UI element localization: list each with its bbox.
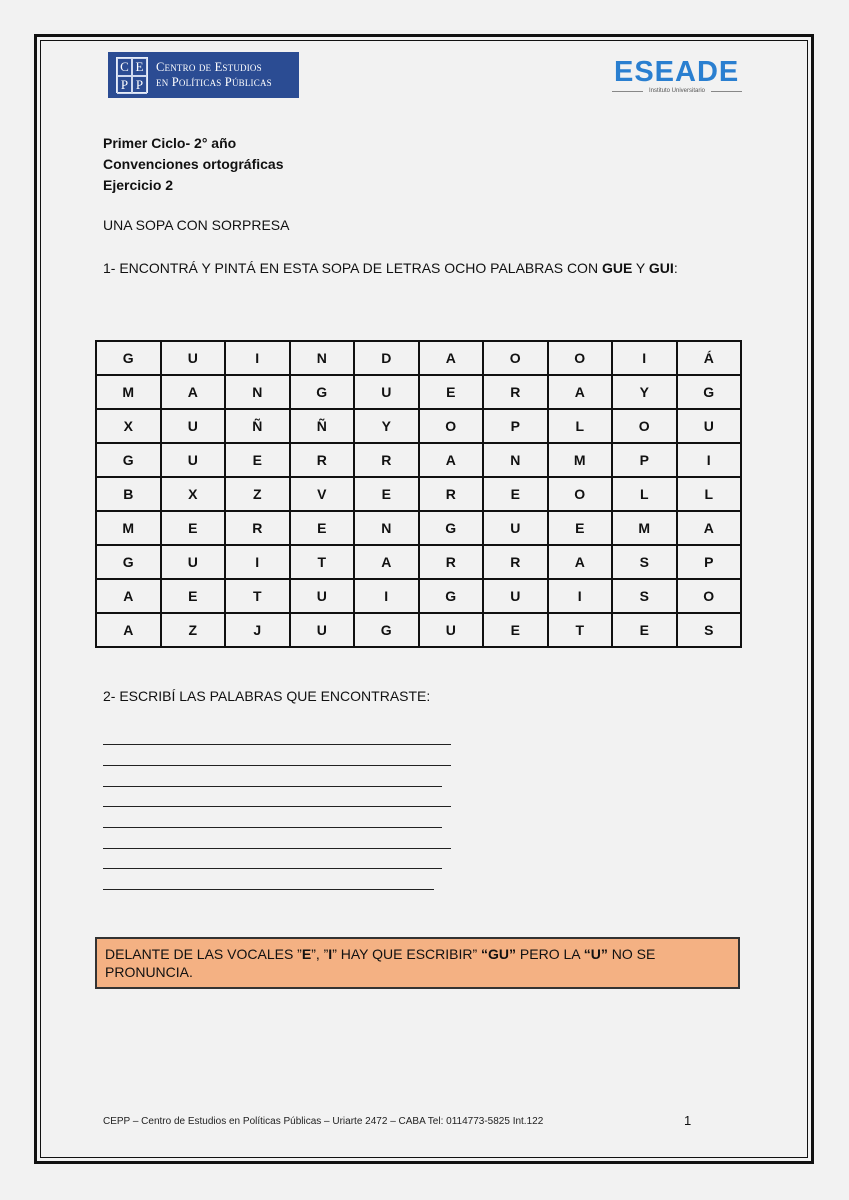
grid-cell[interactable]: G bbox=[354, 613, 419, 647]
rule-bold: I bbox=[328, 946, 333, 962]
grid-cell[interactable]: Y bbox=[354, 409, 419, 443]
eseade-logo-rule bbox=[711, 91, 742, 92]
grid-cell[interactable]: S bbox=[677, 613, 742, 647]
grid-cell[interactable]: Z bbox=[161, 613, 226, 647]
grid-cell[interactable]: P bbox=[612, 443, 677, 477]
cepp-logo-text bbox=[156, 60, 272, 90]
grid-cell[interactable]: O bbox=[419, 409, 484, 443]
grid-cell[interactable]: U bbox=[161, 409, 226, 443]
cepp-logo-line1: Centro de Estudios bbox=[156, 60, 262, 74]
grid-row bbox=[96, 511, 741, 545]
rule-bold: E bbox=[301, 946, 312, 962]
grid-cell[interactable]: E bbox=[354, 477, 419, 511]
grid-cell[interactable]: A bbox=[548, 545, 613, 579]
grid-cell[interactable]: L bbox=[677, 477, 742, 511]
grid-cell[interactable]: E bbox=[483, 613, 548, 647]
grid-cell[interactable]: E bbox=[161, 511, 226, 545]
grid-cell[interactable]: U bbox=[354, 375, 419, 409]
grid-cell[interactable]: G bbox=[96, 443, 161, 477]
grid-cell[interactable]: I bbox=[548, 579, 613, 613]
heading-cycle: Primer Ciclo- 2° año bbox=[103, 135, 237, 151]
grid-cell[interactable]: S bbox=[612, 579, 677, 613]
rule-text: ” HAY QUE ESCRIBIR” bbox=[332, 946, 482, 962]
grid-cell[interactable]: U bbox=[483, 511, 548, 545]
grid-cell[interactable]: D bbox=[354, 341, 419, 375]
eseade-logo-subtitle: Instituto Universitario bbox=[648, 88, 706, 94]
instruction-1-text: Y bbox=[632, 260, 649, 276]
grid-cell[interactable]: E bbox=[483, 477, 548, 511]
grid-cell[interactable]: M bbox=[612, 511, 677, 545]
grid-cell[interactable]: E bbox=[548, 511, 613, 545]
grid-row bbox=[96, 341, 741, 375]
grid-cell[interactable]: A bbox=[419, 443, 484, 477]
rule-text: DELANTE DE LAS VOCALES ” bbox=[105, 946, 302, 962]
grid-row bbox=[96, 545, 741, 579]
grid-cell[interactable]: M bbox=[96, 375, 161, 409]
answer-line[interactable] bbox=[103, 765, 451, 766]
eseade-logo bbox=[612, 56, 742, 100]
grid-cell[interactable]: T bbox=[225, 579, 290, 613]
grid-cell[interactable]: O bbox=[677, 579, 742, 613]
grid-cell[interactable]: G bbox=[677, 375, 742, 409]
grid-row bbox=[96, 443, 741, 477]
rule-bold: “GU” bbox=[481, 946, 517, 962]
grid-cell[interactable]: Y bbox=[612, 375, 677, 409]
grid-cell[interactable]: M bbox=[96, 511, 161, 545]
cepp-logo-letter: E bbox=[132, 58, 147, 76]
grid-cell[interactable]: I bbox=[225, 341, 290, 375]
grid-cell[interactable]: E bbox=[419, 375, 484, 409]
grid-cell[interactable]: J bbox=[225, 613, 290, 647]
cepp-logo-letter: C bbox=[117, 58, 132, 76]
grid-cell[interactable]: I bbox=[677, 443, 742, 477]
grid-cell[interactable]: Ñ bbox=[290, 409, 355, 443]
grid-cell[interactable]: O bbox=[548, 341, 613, 375]
grid-cell[interactable]: X bbox=[96, 409, 161, 443]
grid-cell[interactable]: O bbox=[612, 409, 677, 443]
answer-line[interactable] bbox=[103, 744, 451, 745]
grid-cell[interactable]: R bbox=[483, 375, 548, 409]
grid-cell[interactable]: U bbox=[161, 545, 226, 579]
grid-row bbox=[96, 613, 741, 647]
grid-cell[interactable]: O bbox=[548, 477, 613, 511]
grid-cell[interactable]: R bbox=[483, 545, 548, 579]
grid-cell[interactable]: I bbox=[354, 579, 419, 613]
instruction-1-gue: GUE bbox=[601, 260, 633, 276]
word-search-grid bbox=[95, 340, 742, 648]
spelling-rule-box bbox=[95, 937, 740, 989]
answer-line[interactable] bbox=[103, 786, 442, 787]
grid-row bbox=[96, 579, 741, 613]
instruction-1-text: : bbox=[673, 260, 678, 276]
cepp-logo-line2: en Políticas Públicas bbox=[156, 75, 272, 89]
page-number: 1 bbox=[684, 1113, 692, 1128]
grid-cell[interactable]: S bbox=[612, 545, 677, 579]
answer-line[interactable] bbox=[103, 868, 442, 869]
grid-row bbox=[96, 477, 741, 511]
rule-bold: “U” bbox=[583, 946, 608, 962]
grid-cell[interactable]: V bbox=[290, 477, 355, 511]
grid-cell[interactable]: I bbox=[612, 341, 677, 375]
eseade-logo-name: ESEADE bbox=[614, 56, 740, 88]
grid-cell[interactable]: A bbox=[96, 579, 161, 613]
grid-cell[interactable]: M bbox=[548, 443, 613, 477]
grid-cell[interactable]: E bbox=[161, 579, 226, 613]
rule-text: PERO LA bbox=[516, 946, 584, 962]
grid-cell[interactable]: N bbox=[483, 443, 548, 477]
grid-row bbox=[96, 409, 741, 443]
rule-text: ”, ” bbox=[311, 946, 329, 962]
grid-cell[interactable]: G bbox=[419, 579, 484, 613]
grid-cell[interactable]: Á bbox=[677, 341, 742, 375]
cepp-logo-letter: P bbox=[117, 76, 132, 94]
grid-cell[interactable]: E bbox=[290, 511, 355, 545]
grid-cell[interactable]: A bbox=[677, 511, 742, 545]
instruction-1-gui: GUI bbox=[648, 260, 674, 276]
grid-cell[interactable]: T bbox=[290, 545, 355, 579]
grid-cell[interactable]: U bbox=[161, 443, 226, 477]
grid-row bbox=[96, 375, 741, 409]
grid-cell[interactable]: A bbox=[161, 375, 226, 409]
exercise-heading bbox=[103, 133, 284, 196]
answer-line[interactable] bbox=[103, 848, 451, 849]
grid-cell[interactable]: B bbox=[96, 477, 161, 511]
instruction-1 bbox=[103, 258, 743, 278]
grid-cell[interactable]: L bbox=[612, 477, 677, 511]
grid-cell[interactable]: T bbox=[548, 613, 613, 647]
grid-cell[interactable]: U bbox=[419, 613, 484, 647]
grid-cell[interactable]: I bbox=[225, 545, 290, 579]
grid-cell[interactable]: L bbox=[548, 409, 613, 443]
page-footer: CEPP – Centro de Estudios en Políticas Públicas – Uriarte 2472 – CABA Tel: 0114773-5825 Int.122 bbox=[103, 1116, 544, 1127]
grid-cell[interactable]: N bbox=[225, 375, 290, 409]
cepp-logo-letter: P bbox=[132, 76, 147, 94]
eseade-logo-rule bbox=[612, 91, 643, 92]
grid-cell[interactable]: G bbox=[96, 545, 161, 579]
rule-text: NO SE PRONUNCIA. bbox=[105, 946, 656, 980]
grid-cell[interactable]: A bbox=[419, 341, 484, 375]
grid-cell[interactable]: R bbox=[419, 545, 484, 579]
activity-title: UNA SOPA CON SORPRESA bbox=[103, 217, 290, 233]
answer-line[interactable] bbox=[103, 889, 434, 890]
eseade-logo-subtitle-row bbox=[612, 88, 742, 94]
grid-cell[interactable]: U bbox=[483, 579, 548, 613]
instruction-2: 2- ESCRIBÍ LAS PALABRAS QUE ENCONTRASTE: bbox=[103, 688, 431, 704]
instruction-1-text: 1- ENCONTRÁ Y PINTÁ EN ESTA SOPA DE LETRAS OCHO PALABRAS CON bbox=[103, 260, 602, 276]
grid-cell[interactable]: U bbox=[290, 613, 355, 647]
grid-cell[interactable]: R bbox=[419, 477, 484, 511]
grid-cell[interactable]: A bbox=[354, 545, 419, 579]
grid-cell[interactable]: R bbox=[354, 443, 419, 477]
grid-cell[interactable]: A bbox=[548, 375, 613, 409]
cepp-logo bbox=[108, 52, 299, 98]
grid-cell[interactable]: A bbox=[96, 613, 161, 647]
grid-cell[interactable]: P bbox=[677, 545, 742, 579]
grid-cell[interactable]: R bbox=[290, 443, 355, 477]
grid-cell[interactable]: G bbox=[419, 511, 484, 545]
grid-cell[interactable]: O bbox=[483, 341, 548, 375]
cepp-logo-mark bbox=[116, 57, 148, 93]
grid-cell[interactable]: G bbox=[290, 375, 355, 409]
answer-line[interactable] bbox=[103, 827, 442, 828]
grid-cell[interactable]: Z bbox=[225, 477, 290, 511]
answer-line[interactable] bbox=[103, 806, 451, 807]
heading-topic: Convenciones ortográficas bbox=[103, 156, 284, 172]
grid-cell[interactable]: U bbox=[161, 341, 226, 375]
grid-cell[interactable]: N bbox=[290, 341, 355, 375]
grid-cell[interactable]: R bbox=[225, 511, 290, 545]
grid-cell[interactable]: U bbox=[290, 579, 355, 613]
grid-cell[interactable]: E bbox=[612, 613, 677, 647]
grid-cell[interactable]: X bbox=[161, 477, 226, 511]
heading-exercise: Ejercicio 2 bbox=[103, 177, 174, 193]
grid-cell[interactable]: G bbox=[96, 341, 161, 375]
grid-cell[interactable]: P bbox=[483, 409, 548, 443]
grid-cell[interactable]: E bbox=[225, 443, 290, 477]
grid-cell[interactable]: U bbox=[677, 409, 742, 443]
grid-cell[interactable]: Ñ bbox=[225, 409, 290, 443]
grid-cell[interactable]: N bbox=[354, 511, 419, 545]
